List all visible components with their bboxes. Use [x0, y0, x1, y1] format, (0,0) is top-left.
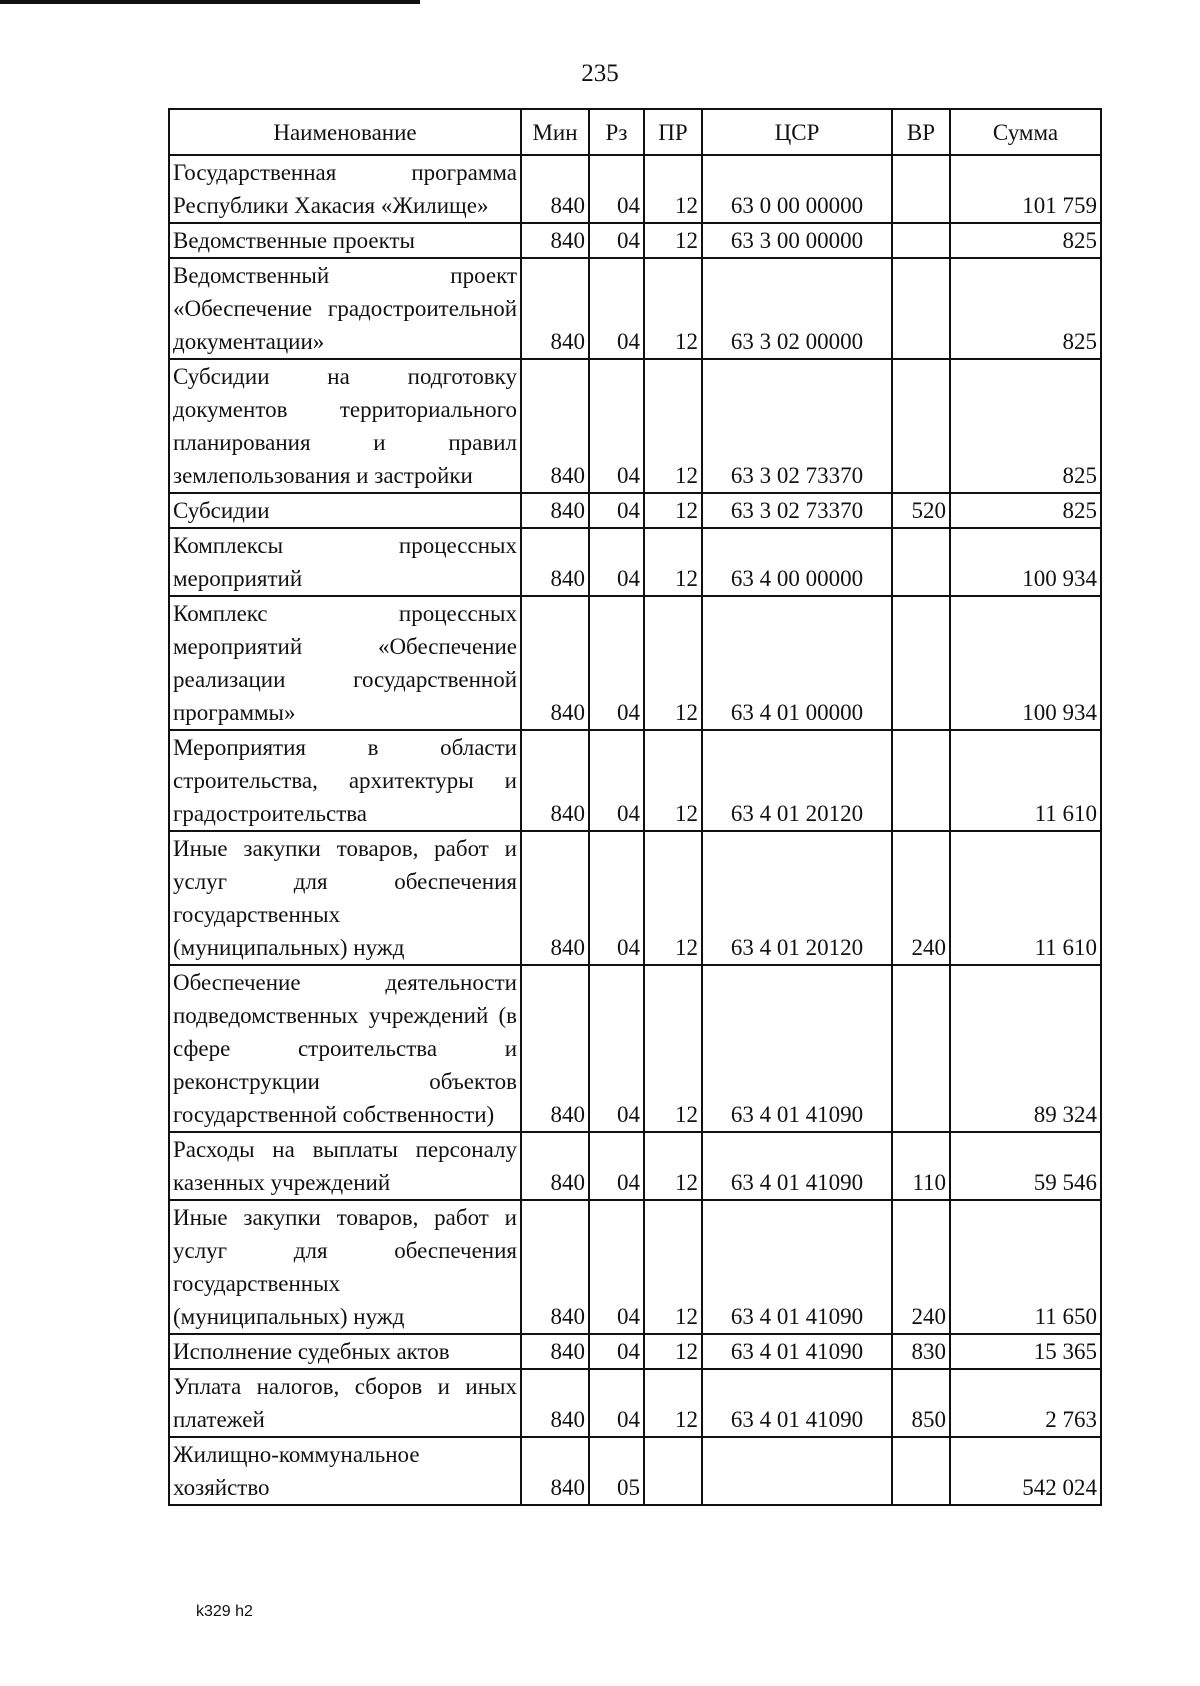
row-rz: 04 [589, 155, 644, 223]
table-row [169, 1132, 1101, 1200]
row-sum: 100 934 [950, 596, 1101, 730]
row-rz: 04 [589, 831, 644, 965]
row-sum: 11 650 [950, 1200, 1101, 1334]
table-row [169, 596, 1101, 730]
header-vr: ВР [892, 109, 950, 155]
row-vr [892, 155, 950, 223]
row-sum: 100 934 [950, 528, 1101, 596]
row-sum: 101 759 [950, 155, 1101, 223]
row-csr: 63 3 02 73370 [702, 493, 892, 528]
row-sum: 542 024 [950, 1437, 1101, 1505]
row-csr: 63 4 01 41090 [702, 1334, 892, 1369]
row-vr: 110 [892, 1132, 950, 1200]
row-sum: 825 [950, 223, 1101, 258]
row-vr: 520 [892, 493, 950, 528]
header-csr: ЦСР [702, 109, 892, 155]
row-min: 840 [521, 223, 589, 258]
table-row [169, 258, 1101, 359]
row-csr [702, 1437, 892, 1505]
row-vr: 830 [892, 1334, 950, 1369]
header-pr: ПР [644, 109, 702, 155]
row-name: Субсидии [169, 493, 521, 528]
row-sum: 11 610 [950, 730, 1101, 831]
row-name: Субсидии на подготовку документов территориального планирования и правил землепользования и застройки [169, 359, 521, 493]
header-min: Мин [521, 109, 589, 155]
row-min: 840 [521, 831, 589, 965]
row-min: 840 [521, 493, 589, 528]
row-rz: 04 [589, 1132, 644, 1200]
row-rz: 04 [589, 258, 644, 359]
row-sum: 15 365 [950, 1334, 1101, 1369]
row-csr: 63 4 00 00000 [702, 528, 892, 596]
row-pr: 12 [644, 831, 702, 965]
table-row [169, 1334, 1101, 1369]
row-pr: 12 [644, 528, 702, 596]
row-sum: 2 763 [950, 1369, 1101, 1437]
header-sum: Сумма [950, 109, 1101, 155]
row-name: Комплекс процессных мероприятий «Обеспечение реализации государственной программы» [169, 596, 521, 730]
table-row [169, 1200, 1101, 1334]
row-min: 840 [521, 1334, 589, 1369]
row-csr: 63 4 01 41090 [702, 965, 892, 1132]
row-vr [892, 1437, 950, 1505]
budget-table [168, 108, 1102, 1506]
row-csr: 63 4 01 20120 [702, 831, 892, 965]
header-rz: Рз [589, 109, 644, 155]
row-vr [892, 596, 950, 730]
row-vr [892, 258, 950, 359]
row-rz: 04 [589, 1200, 644, 1334]
row-vr: 240 [892, 1200, 950, 1334]
row-name: Жилищно-коммунальное хозяйство [169, 1437, 521, 1505]
table-row [169, 223, 1101, 258]
row-rz: 04 [589, 1369, 644, 1437]
footer-code: k329 h2 [196, 1603, 253, 1620]
row-csr: 63 4 01 20120 [702, 730, 892, 831]
row-min: 840 [521, 965, 589, 1132]
header-name: Наименование [169, 109, 521, 155]
row-min: 840 [521, 1132, 589, 1200]
row-sum: 59 546 [950, 1132, 1101, 1200]
row-sum: 825 [950, 359, 1101, 493]
row-rz: 05 [589, 1437, 644, 1505]
row-pr: 12 [644, 965, 702, 1132]
row-vr [892, 359, 950, 493]
row-csr: 63 3 02 00000 [702, 258, 892, 359]
row-pr: 12 [644, 223, 702, 258]
row-csr: 63 3 00 00000 [702, 223, 892, 258]
page-number: 235 [581, 60, 619, 87]
row-min: 840 [521, 528, 589, 596]
row-min: 840 [521, 730, 589, 831]
row-min: 840 [521, 155, 589, 223]
row-rz: 04 [589, 493, 644, 528]
row-rz: 04 [589, 730, 644, 831]
row-pr: 12 [644, 730, 702, 831]
row-name: Комплексы процессных мероприятий [169, 528, 521, 596]
row-sum: 89 324 [950, 965, 1101, 1132]
row-rz: 04 [589, 596, 644, 730]
table-row [169, 1437, 1101, 1505]
row-rz: 04 [589, 1334, 644, 1369]
row-csr: 63 4 01 41090 [702, 1369, 892, 1437]
table-header-row [169, 109, 1101, 155]
row-csr: 63 4 01 41090 [702, 1132, 892, 1200]
table-row [169, 831, 1101, 965]
row-pr: 12 [644, 359, 702, 493]
table-row [169, 1369, 1101, 1437]
row-name: Государственная программа Республики Хакасия «Жилище» [169, 155, 521, 223]
row-csr: 63 0 00 00000 [702, 155, 892, 223]
table-row [169, 359, 1101, 493]
row-csr: 63 3 02 73370 [702, 359, 892, 493]
row-rz: 04 [589, 528, 644, 596]
table-row [169, 493, 1101, 528]
row-csr: 63 4 01 41090 [702, 1200, 892, 1334]
row-min: 840 [521, 1369, 589, 1437]
row-name: Уплата налогов, сборов и иных платежей [169, 1369, 521, 1437]
row-pr: 12 [644, 155, 702, 223]
row-pr: 12 [644, 493, 702, 528]
row-min: 840 [521, 1437, 589, 1505]
row-name: Иные закупки товаров, работ и услуг для обеспечения государственных (муниципальных) нужд [169, 1200, 521, 1334]
row-rz: 04 [589, 965, 644, 1132]
row-pr: 12 [644, 1200, 702, 1334]
top-rule [0, 0, 420, 4]
row-min: 840 [521, 359, 589, 493]
row-name: Иные закупки товаров, работ и услуг для обеспечения государственных (муниципальных) нужд [169, 831, 521, 965]
table-row [169, 730, 1101, 831]
row-name: Ведомственные проекты [169, 223, 521, 258]
row-name: Ведомственный проект «Обеспечение градостроительной документации» [169, 258, 521, 359]
row-pr [644, 1437, 702, 1505]
row-vr [892, 528, 950, 596]
table-row [169, 528, 1101, 596]
row-pr: 12 [644, 1369, 702, 1437]
row-vr: 240 [892, 831, 950, 965]
row-csr: 63 4 01 00000 [702, 596, 892, 730]
table-row [169, 155, 1101, 223]
row-vr [892, 965, 950, 1132]
row-pr: 12 [644, 596, 702, 730]
row-name: Обеспечение деятельности подведомственных учреждений (в сфере строительства и реконструкции объектов государственной собственности) [169, 965, 521, 1132]
row-min: 840 [521, 596, 589, 730]
row-sum: 825 [950, 493, 1101, 528]
row-pr: 12 [644, 1132, 702, 1200]
row-sum: 11 610 [950, 831, 1101, 965]
row-name: Расходы на выплаты персоналу казенных учреждений [169, 1132, 521, 1200]
row-vr: 850 [892, 1369, 950, 1437]
table-row [169, 965, 1101, 1132]
row-sum: 825 [950, 258, 1101, 359]
row-name: Исполнение судебных актов [169, 1334, 521, 1369]
row-pr: 12 [644, 258, 702, 359]
row-min: 840 [521, 1200, 589, 1334]
row-min: 840 [521, 258, 589, 359]
row-vr [892, 730, 950, 831]
row-pr: 12 [644, 1334, 702, 1369]
row-name: Мероприятия в области строительства, архитектуры и градостроительства [169, 730, 521, 831]
row-rz: 04 [589, 359, 644, 493]
row-rz: 04 [589, 223, 644, 258]
row-vr [892, 223, 950, 258]
